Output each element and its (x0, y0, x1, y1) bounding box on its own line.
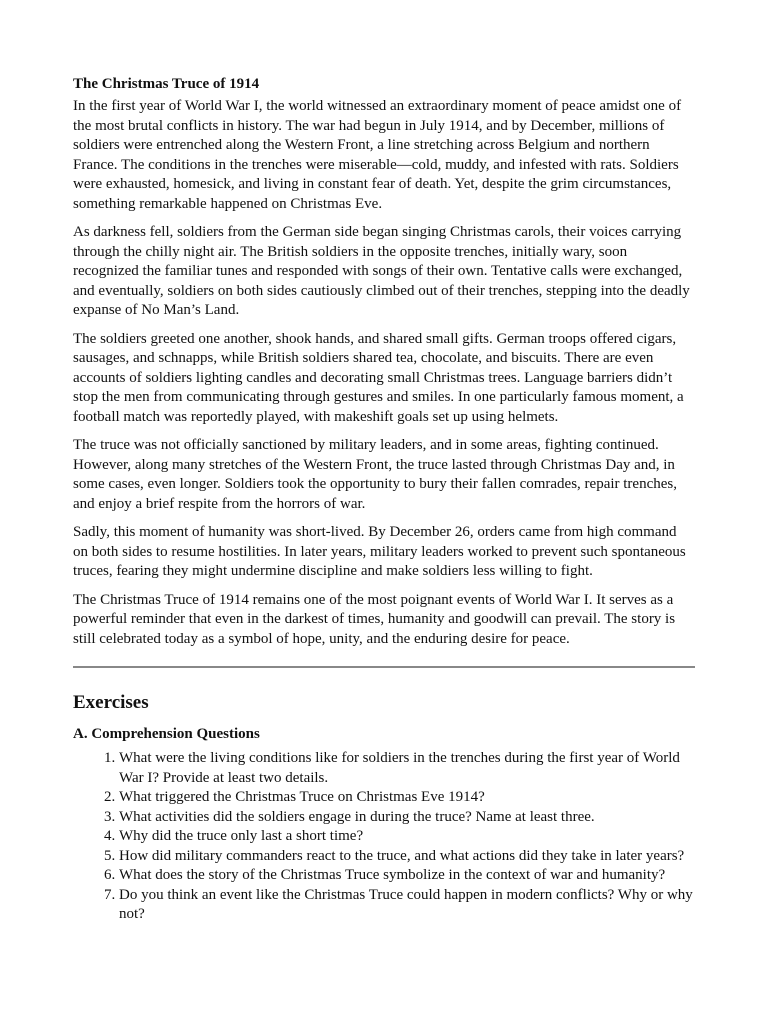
question-item-3: 3. What activities did the soldiers engage in during the truce? Name at least three. (119, 808, 695, 828)
question-item-4: 4. Why did the truce only last a short time? (119, 827, 695, 847)
article-paragraph-5: Sadly, this moment of humanity was short-lived. By December 26, orders came from high command on both sides to resume hostilities. In later years, military leaders worked to prevent such spontaneous truces, fearing they might undermine discipline and make soldiers less willing to fight. (73, 524, 686, 579)
question-item-5: 5. How did military commanders react to the truce, and what actions did they take in later years? (119, 847, 695, 867)
article-title: The Christmas Truce of 1914 (73, 76, 260, 92)
exercises-heading: Exercises (73, 692, 149, 713)
question-item-6: 6. What does the story of the Christmas Truce symbolize in the context of war and humanity? (119, 866, 695, 886)
article-paragraph-4: The truce was not officially sanctioned by military leaders, and in some areas, fighting continued. However, along many stretches of the Western Front, the truce lasted through Christmas Day and, in some cases, even longer. Soldiers took the opportunity to bury their fallen comrades, repair trenches, and enjoy a brief respite from the horrors of war. (73, 437, 677, 512)
comprehension-questions-heading: A. Comprehension Questions (73, 726, 260, 742)
article-paragraph-3: The soldiers greeted one another, shook hands, and shared small gifts. German troops offered cigars, sausages, and schnapps, while British soldiers shared tea, chocolate, and biscuits. There are even accounts of soldiers lighting candles and decorating small Christmas trees. Language barriers didn’t stop the men from communicating through gestures and smiles. In one particularly famous moment, a football match was reportedly played, with makeshift goals set up using helmets. (73, 330, 684, 425)
comprehension-questions-list (73, 749, 695, 925)
article-paragraph-2: As darkness fell, soldiers from the German side began singing Christmas carols, their voices carrying through the chilly night air. The British soldiers in the opposite trenches, initially wary, soon recognized the familiar tunes and responded with songs of their own. Tentative calls were exchanged, and eventually, soldiers on both sides cautiously climbed out of their trenches, stepping into the deadly expanse of No Man’s Land. (73, 224, 690, 318)
article-paragraph-1: In the first year of World War I, the world witnessed an extraordinary moment of peace amidst one of the most brutal conflicts in history. The war had begun in July 1914, and by December, millions of soldiers were entrenched along the Western Front, a line stretching across Belgium and northern France. The conditions in the trenches were miserable—cold, muddy, and infested with rats. Soldiers were exhausted, homesick, and living in constant fear of death. Yet, despite the grim circumstances, something remarkable happened on Christmas Eve. (73, 98, 682, 212)
question-item-2: 2. What triggered the Christmas Truce on Christmas Eve 1914? (119, 788, 695, 808)
question-item-7: 7. Do you think an event like the Christmas Truce could happen in modern conflicts? Why or why not? (119, 886, 695, 925)
question-item-1: 1. What were the living conditions like for soldiers in the trenches during the first year of World War I? Provide at least two details. (119, 749, 695, 788)
section-divider (73, 666, 695, 668)
article-paragraph-6: The Christmas Truce of 1914 remains one of the most poignant events of World War I. It serves as a powerful reminder that even in the darkest of times, humanity and goodwill can prevail. The story is still celebrated today as a symbol of hope, unity, and the enduring desire for peace. (73, 591, 676, 647)
